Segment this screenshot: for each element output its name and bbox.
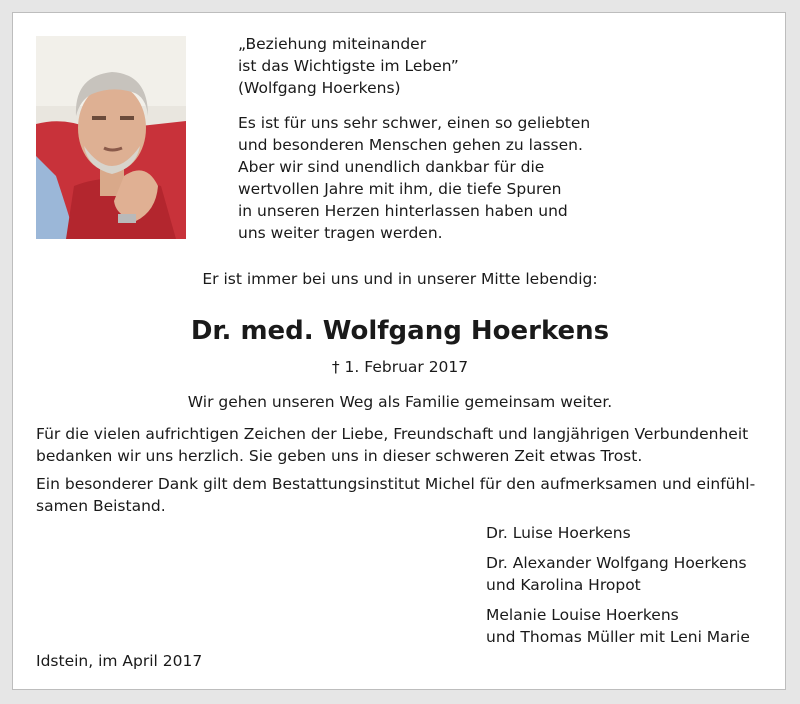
- special-thanks-paragraph: [36, 473, 755, 517]
- special-thanks-line: samen Beistand.: [36, 497, 166, 515]
- place-date: Idstein, im April 2017: [36, 652, 203, 670]
- signatory-line: und Karolina Hropot: [486, 576, 641, 594]
- lead-line: Er ist immer bei uns und in unserer Mitte lebendig:: [202, 270, 598, 288]
- intro-line: uns weiter tragen werden.: [238, 224, 443, 242]
- intro-line: Es ist für uns sehr schwer, einen so geliebten: [238, 114, 591, 132]
- deceased-name: Dr. med. Wolfgang Hoerkens: [190, 316, 610, 346]
- quote-line: ist das Wichtigste im Leben”: [238, 57, 459, 75]
- signatory-line: Dr. Alexander Wolfgang Hoerkens: [486, 554, 747, 572]
- signatory-line: und Thomas Müller mit Leni Marie: [486, 628, 750, 646]
- quote-author: (Wolfgang Hoerkens): [238, 79, 401, 97]
- signatory-luise: Dr. Luise Hoerkens: [486, 524, 631, 542]
- thanks-paragraph: [36, 423, 748, 467]
- special-thanks-line: Ein besonderer Dank gilt dem Bestattungsinstitut Michel für den aufmerksamen und einfühl-: [36, 475, 756, 493]
- signatory-line: Melanie Louise Hoerkens: [486, 606, 679, 624]
- thanks-line: bedanken wir uns herzlich. Sie geben uns in dieser schweren Zeit etwas Trost.: [36, 447, 643, 465]
- intro-line: und besonderen Menschen gehen zu lassen.: [238, 136, 583, 154]
- intro-line: Aber wir sind unendlich dankbar für die: [238, 158, 545, 176]
- signatory-melanie: [486, 604, 750, 648]
- intro-line: in unseren Herzen hinterlassen haben und: [238, 202, 568, 220]
- intro-line: wertvollen Jahre mit ihm, die tiefe Spuren: [238, 180, 562, 198]
- thanks-line: Für die vielen aufrichtigen Zeichen der Liebe, Freundschaft und langjährigen Verbundenheit: [36, 425, 749, 443]
- quote-block: [238, 33, 459, 99]
- intro-text: [238, 112, 590, 244]
- quote-line: „Beziehung miteinander: [238, 35, 427, 53]
- portrait-photo: [36, 36, 186, 239]
- family-line: Wir gehen unseren Weg als Familie gemeinsam weiter.: [187, 393, 613, 411]
- signatory-alexander: [486, 552, 747, 596]
- death-date: † 1. Februar 2017: [331, 358, 469, 376]
